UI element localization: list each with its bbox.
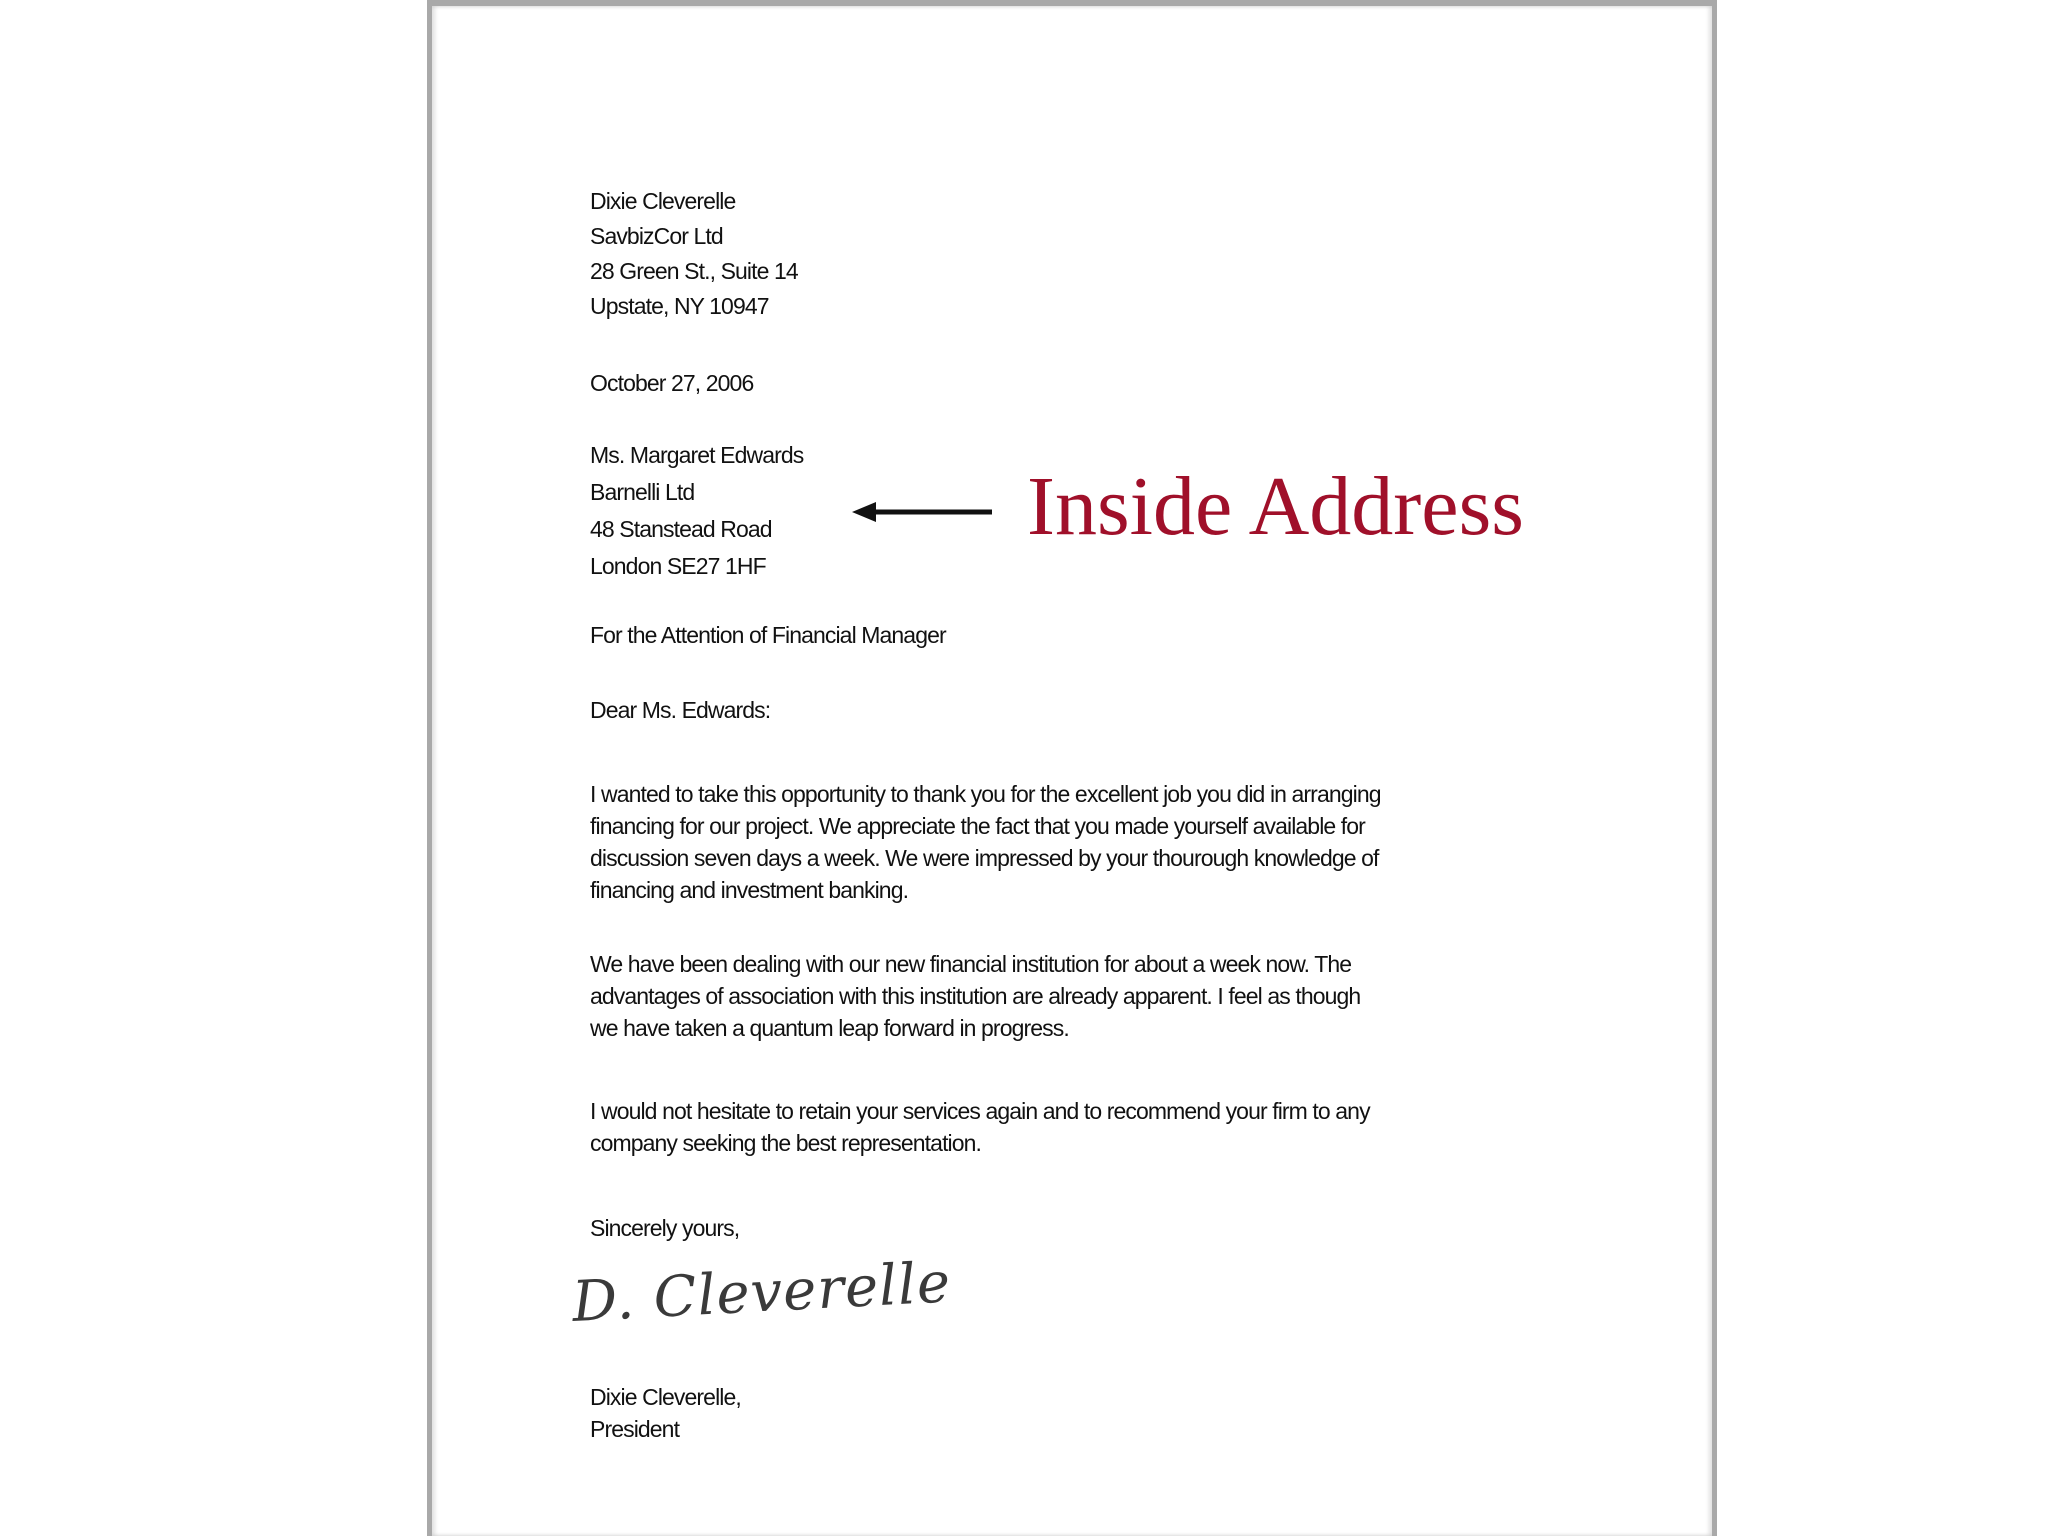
- sender-street: 28 Green St., Suite 14: [590, 258, 798, 284]
- paragraph-line: company seeking the best representation.: [590, 1130, 982, 1156]
- sender-name: Dixie Cleverelle: [590, 188, 736, 214]
- paragraph-line: We have been dealing with our new financial institution for about a week now. The: [590, 951, 1352, 977]
- recipient-city: London SE27 1HF: [590, 553, 766, 579]
- attention-line: For the Attention of Financial Manager: [590, 622, 946, 648]
- salutation: Dear Ms. Edwards:: [590, 697, 771, 723]
- paragraph-line: I would not hesitate to retain your services again and to recommend your firm to any: [590, 1098, 1370, 1124]
- recipient-street: 48 Stanstead Road: [590, 516, 772, 542]
- paragraph-line: discussion seven days a week. We were impressed by your thourough knowledge of: [590, 845, 1379, 871]
- letter-date: October 27, 2006: [590, 370, 754, 396]
- signer-name: Dixie Cleverelle,: [590, 1384, 741, 1410]
- sender-company: SavbizCor Ltd: [590, 223, 723, 249]
- recipient-company: Barnelli Ltd: [590, 479, 695, 505]
- closing: Sincerely yours,: [590, 1215, 740, 1241]
- inside-address-annotation: Inside Address: [1027, 460, 1524, 553]
- body-paragraph-3: [590, 1095, 1370, 1159]
- sender-city: Upstate, NY 10947: [590, 293, 769, 319]
- left-arrow-icon: [852, 497, 992, 527]
- signer-title: President: [590, 1416, 680, 1442]
- handwritten-signature: D. Cleverelle: [570, 1250, 953, 1335]
- paragraph-line: financing for our project. We appreciate the fact that you made yourself available for: [590, 813, 1365, 839]
- paragraph-line: financing and investment banking.: [590, 877, 909, 903]
- paragraph-line: advantages of association with this institution are already apparent. I feel as though: [590, 983, 1361, 1009]
- body-paragraph-1: [590, 778, 1381, 906]
- paragraph-line: I wanted to take this opportunity to thank you for the excellent job you did in arranging: [590, 781, 1381, 807]
- recipient-name: Ms. Margaret Edwards: [590, 442, 804, 468]
- body-paragraph-2: [590, 948, 1360, 1044]
- paragraph-line: we have taken a quantum leap forward in progress.: [590, 1015, 1069, 1041]
